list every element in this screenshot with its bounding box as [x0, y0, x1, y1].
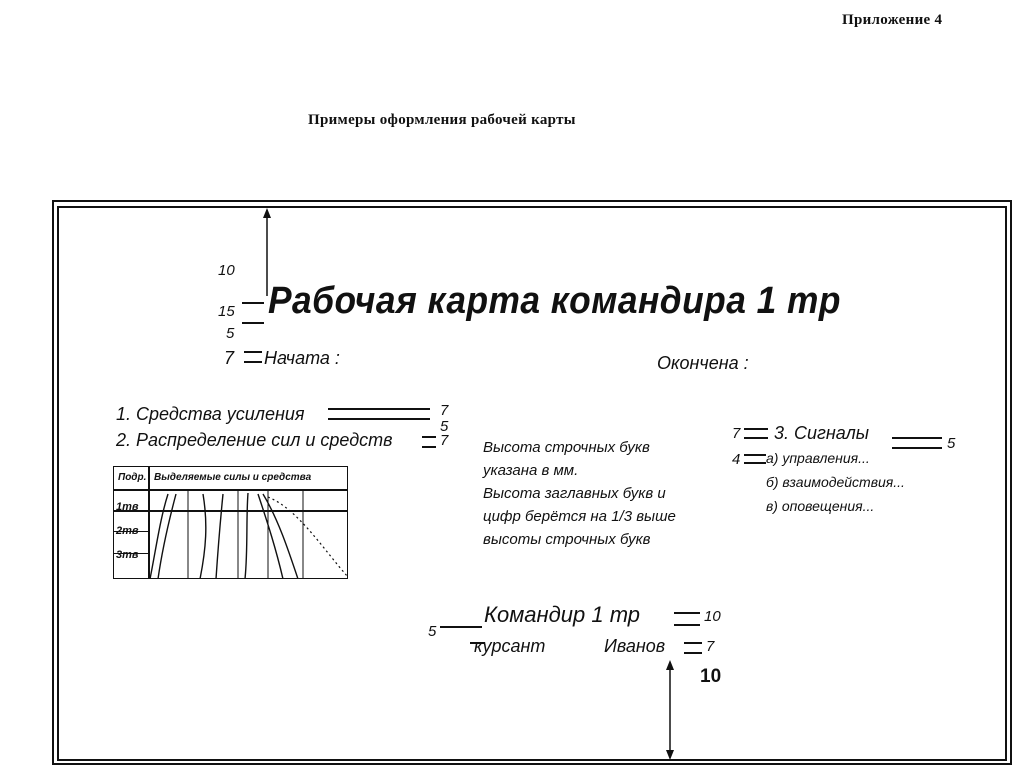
dim-line: [328, 408, 430, 410]
appendix-label: Приложение 4: [842, 12, 943, 28]
dim-heading-gap: 5: [226, 325, 235, 342]
signals-list-item: а) управления...: [766, 450, 870, 466]
dim-tick: [242, 322, 264, 324]
note-line: Высота строчных букв: [483, 439, 650, 456]
table-header-unit: Подр.: [118, 472, 147, 483]
note-line: высоты строчных букв: [483, 531, 651, 548]
table-header-forces: Выделяемые силы и средства: [154, 472, 312, 483]
dim-tick: [244, 361, 262, 363]
dim-line: [892, 437, 942, 439]
dim-reinf-gap: 5: [440, 418, 449, 435]
document-title: Примеры оформления рабочей карты: [308, 112, 576, 128]
started-label: Начата :: [264, 348, 340, 368]
signals-list: [766, 446, 905, 518]
dim-top-gap: 10: [218, 262, 235, 279]
note-line: цифр берётся на 1/3 выше: [483, 508, 676, 525]
map-heading: Рабочая карта командира 1 тр: [268, 280, 841, 322]
table-row-label: 2тв: [116, 525, 139, 537]
rank-label: курсант: [474, 636, 546, 656]
table-row-label: 1тв: [116, 501, 139, 513]
dim-tick: [744, 462, 766, 464]
dim-distr-height: 7: [440, 432, 449, 449]
dim-tick: [744, 428, 768, 430]
signals-item: 3. Сигналы: [774, 423, 870, 443]
forces-table: [113, 466, 348, 579]
dim-commander-left: 5: [428, 623, 437, 640]
signals-list-item: б) взаимодействия...: [766, 474, 905, 490]
dim-tick: [744, 454, 766, 456]
dim-tick: [440, 626, 482, 628]
dim-line: [328, 418, 430, 420]
dim-tick: [684, 652, 702, 654]
table-row-label: 3тв: [116, 549, 139, 561]
signals-list-item: в) оповещения...: [766, 498, 875, 514]
table-sketch-lines: [148, 489, 348, 579]
dim-tick: [674, 612, 700, 614]
dim-tick: [242, 302, 264, 304]
dim-tick: [422, 436, 436, 438]
dim-tick: [674, 624, 700, 626]
note-line: указана в мм.: [483, 462, 579, 479]
dim-tick: [244, 351, 262, 353]
note-line: Высота заглавных букв и: [483, 485, 666, 502]
letter-height-note: [483, 436, 723, 551]
commander-label: Командир 1 тр: [484, 602, 641, 627]
distribution-item: 2. Распределение сил и средств: [116, 430, 393, 450]
dim-reinf-height: 7: [440, 402, 449, 419]
dim-heading-height: 15: [218, 303, 235, 320]
dim-tick: [422, 446, 436, 448]
reinforcements-item: 1. Средства усиления: [116, 404, 305, 424]
bottom-margin-arrow-icon: [663, 660, 677, 760]
dim-signals-right: 5: [947, 435, 956, 452]
finished-label: Окончена :: [657, 353, 749, 373]
dim-started-height: 7: [224, 348, 235, 368]
dim-name-right: 7: [706, 638, 715, 655]
dim-tick: [744, 437, 768, 439]
dim-signals-left: 7: [732, 425, 741, 442]
dim-commander-right: 10: [704, 608, 721, 625]
dim-bottom-gap: 10: [700, 666, 722, 687]
dim-signals-list-left: 4: [732, 451, 741, 468]
name-label: Иванов: [604, 636, 666, 656]
dim-tick: [684, 642, 702, 644]
